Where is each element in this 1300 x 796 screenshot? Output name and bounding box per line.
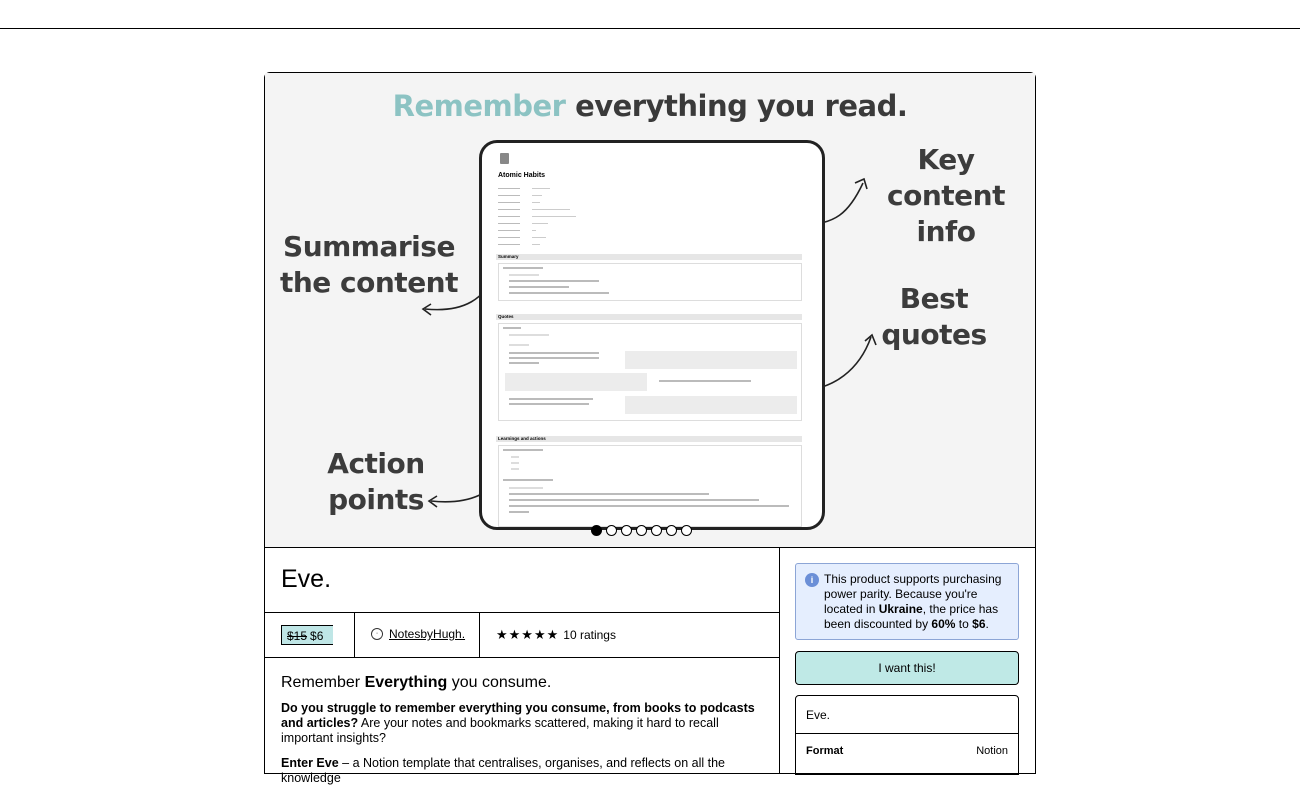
summary-title: Eve. [806,708,831,722]
doc-title: Atomic Habits [498,172,546,179]
carousel-dot-5[interactable] [651,525,662,536]
product-description [281,675,771,796]
doc-learnings-box [498,445,802,527]
doc-section-summary: Summary [496,254,802,260]
product-title: Eve. [281,565,332,593]
carousel-dot-6[interactable] [666,525,677,536]
author-name[interactable]: NotesbyHugh. [389,627,466,641]
ratings [496,627,616,643]
doc-properties [498,185,798,248]
page-icon [500,153,509,164]
carousel-dot-2[interactable] [606,525,617,536]
callout-action-points: Action points [327,447,425,516]
ppp-notice: i This product supports purchasing power parity. Because you're located in Ukraine, the price has been discounted by 60% to $6. [795,563,1019,640]
description-paragraph: Do you struggle to remember everything you consume, from books to podcasts and articles? Are your notes and bookmarks scattered, making it hard to recall important insights? [281,701,755,745]
product-meta-bar [265,612,779,658]
top-bar [0,0,1300,29]
product-info [265,548,780,785]
ratings-count: 10 ratings [563,628,616,642]
product-preview-carousel[interactable] [265,73,1035,548]
description-heading: Remember Everything you consume. [281,674,552,691]
doc-section-quotes: Quotes [496,314,802,320]
doc-section-learnings: Learnings and actions [496,436,802,442]
format-value: Notion [976,745,1008,757]
carousel-dot-7[interactable] [681,525,692,536]
template-preview-device [479,140,825,530]
purchase-panel [780,548,1035,773]
callout-summarise: Summarise the content [279,230,459,299]
product-summary-box [795,695,1019,775]
callout-key-content: Key content info [887,143,1005,248]
description-paragraph: Enter Eve – a Notion template that centralises, organises, and reflects on all the knowledge [281,756,725,785]
current-price: $6 [310,629,324,643]
doc-summary-box [498,263,802,301]
carousel-dot-1[interactable] [591,525,602,536]
format-label: Format [806,745,844,757]
meta-divider [479,613,480,657]
hero-title: Remember everything you read. [392,89,908,123]
info-icon: i [805,573,819,587]
author-link[interactable] [371,627,465,641]
doc-quotes-box [498,323,802,421]
carousel-dot-3[interactable] [621,525,632,536]
carousel-dot-4[interactable] [636,525,647,536]
meta-divider [354,613,355,657]
author-avatar-icon: · [371,628,383,640]
summary-divider [796,733,1018,734]
buy-button[interactable]: I want this! [795,651,1019,685]
price-tag [281,625,333,645]
carousel-dots [591,525,692,539]
product-card [264,72,1036,785]
callout-best-quotes: Best quotes [881,282,987,351]
star-rating-icons: ★★★★★ [496,627,560,642]
original-price: $15 [287,629,308,643]
